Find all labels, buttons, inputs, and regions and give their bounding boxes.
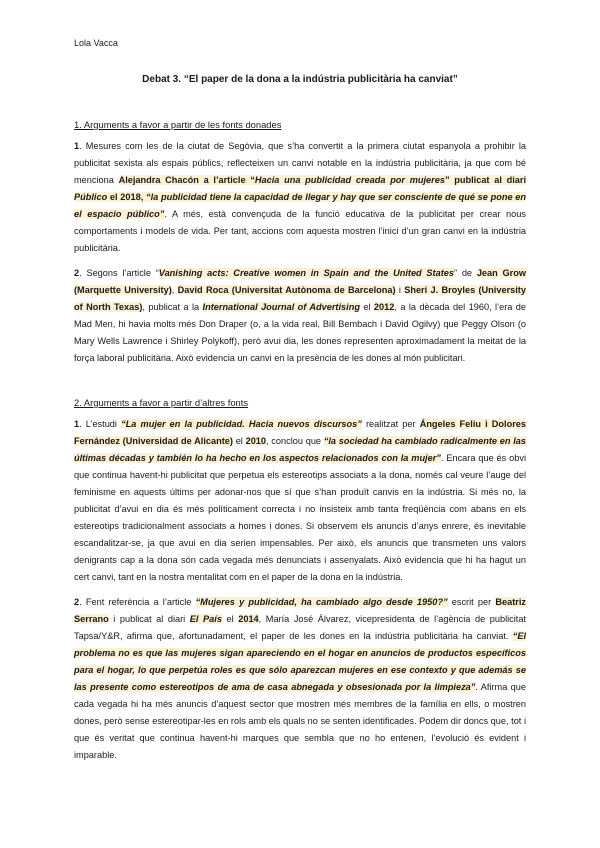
text: escrit per [447, 597, 496, 607]
text: el [221, 614, 239, 624]
text: . Mesures com les de la ciutat de Segòvia, que s’ha convertit a la primera ciutat espanyola a prohibir la publicitat sexista als espais públics, reflecteixen un canvi notable en la indústria publicitària, ja que com bé menciona [74, 141, 526, 185]
text: , María José Álvarez, vicepresidenta de l’agència de publicitat Tapsa/Y&R, afirma que, afortunadament, el paper de les dones en la indústria publicitària ha canviat. [74, 614, 527, 641]
highlight: 2012 [373, 302, 395, 312]
highlight: ” publicat al diari [444, 175, 526, 185]
highlighted-quote: “El problema no es que las mujeres sigan apareciendo en el hogar en anuncios de productos específicos para el hogar, lo que perpetúa roles es que sólo aparezcan mujeres en ese contexto y que además se las presente como estereotipos de ama de casa abnegada y obsesionada por la limpieza” [74, 631, 526, 692]
highlight: Sheri J. Broyles (University of North Texas) [74, 285, 526, 312]
text: , a la dècada del 1960, l’era de Mad Men, hi havia molts més Don Draper (o, a la vida real, Bill Bembach i David Ogilvy) que Peggy Olson (o Mary Wells Lawrence i Shirley Polykoff), però avui dia, les dones representen aproximadament la meitat de la força laboral publicitària. Això evidencia un canvi en la presència de les dones al món publicitari. [74, 302, 526, 363]
paragraph-number: 2 [74, 597, 80, 607]
text: . Afirma que cada vegada hi ha més anuncis d’aquest sector que mostren més membres de la família en ells, o mostren dones, però sense estereotipar-les en rols amb els quals no se senten identificades. Podem dir doncs que, tot i que és veritat que continua havent-hi marques que sembla que no ho entenen, l’evolució és evident i imparable. [74, 682, 526, 760]
highlight: Alejandra Chacón a l’article “ [118, 175, 255, 185]
text: , [171, 285, 178, 295]
text: el [232, 436, 246, 446]
text: i publicat al diari [108, 614, 190, 624]
author-name: Lola Vacca [74, 38, 118, 48]
section-2-paragraph-2 [74, 594, 526, 764]
highlight: David Roca (Universitat Autònoma de Barcelona) [177, 285, 396, 295]
highlight-italic: Público [74, 192, 108, 202]
highlight: Ángeles Feliu i Dolores Fernández (Universidad de Alicante) [74, 419, 526, 446]
text: . A més, està convençuda de la funció educativa de la publicitat per crear nous comportaments i models de vida. Per tant, accions com aquesta mostren l’inici d’un gran canvi en la indústria publicitària. [74, 209, 526, 253]
text: , publicat a la [142, 302, 203, 312]
section-1-paragraph-1 [74, 138, 526, 257]
text: . Encara que és obvi que continua havent-hi publicitat que perpetua els estereotips associats a la dona, només cal veure l’auge del feminisme en aquests últims per adonar-nos que sí que s’han produït canvis en la indústria. Si més no, la publicitat d’avui en dia és més políticament correcta i no insisteix amb tanta freqüència com abans en els estereotips tradicionalment associats a homes i dones. Si observem els anuncis d’anys enrere, és inevitable escandalitzar-se, ja que avui en dia serien impensables. Per això, els anuncis que transmeten uns valors denigrants cap a la dona són cada vegada més denunciats i assenyalats. Això evidencia que hi ha hagut un cert canvi, tant en la nostra mentalitat com en el paper de la dona en la indústria. [74, 453, 526, 582]
paragraph-number: 2 [74, 268, 80, 278]
section-2-heading: 2. Arguments a favor a partir d’altres fonts [74, 397, 249, 408]
highlight: 2010 [245, 436, 267, 446]
highlight: Jean Grow (Marquette University) [74, 268, 526, 295]
document-title: Debat 3. “El paper de la dona a la indústria publicitària ha canviat” [142, 74, 458, 85]
text: , conclou que [266, 436, 324, 446]
highlight: Beatriz Serrano [74, 597, 526, 624]
text: i [395, 285, 405, 295]
section-1-heading: 1. Arguments a favor a partir de les fonts donades [74, 119, 282, 130]
paragraph-number: 1 [74, 419, 80, 429]
text: realitzat per [361, 419, 420, 429]
section-1-paragraph-2 [74, 265, 526, 367]
text: ” de [454, 268, 477, 278]
highlight: el 2018, [107, 192, 146, 202]
journal-title: International Journal of Advertising [202, 302, 360, 312]
text: . L’estudi [79, 419, 122, 429]
article-title: Vanishing acts: Creative women in Spain and the United States [158, 268, 454, 278]
highlighted-quote: “la publicidad tiene la capacidad de llegar y hay que ser consciente de qué se pone en el espacio público” [74, 192, 526, 219]
text: el [359, 302, 374, 312]
newspaper-name: El País [189, 614, 222, 624]
text: . Segons l’article “ [79, 268, 159, 278]
paragraph-number: 1 [74, 141, 80, 151]
highlight-italic: Hacia una publicidad creada por mujeres [254, 175, 445, 185]
study-title: “La mujer en la publicidad. Hacia nuevos discursos” [121, 419, 362, 429]
text: . Fent referència a l’article [79, 597, 196, 607]
highlighted-quote: “la sociedad ha cambiado radicalmente en las últimas décadas y también lo ha hecho en los aspectos relacionados con la mujer” [74, 436, 526, 463]
highlight: 2014 [238, 614, 259, 624]
article-title: “Mujeres y publicidad, ha cambiado algo desde 1950?” [195, 597, 448, 607]
section-2-paragraph-1 [74, 416, 526, 586]
